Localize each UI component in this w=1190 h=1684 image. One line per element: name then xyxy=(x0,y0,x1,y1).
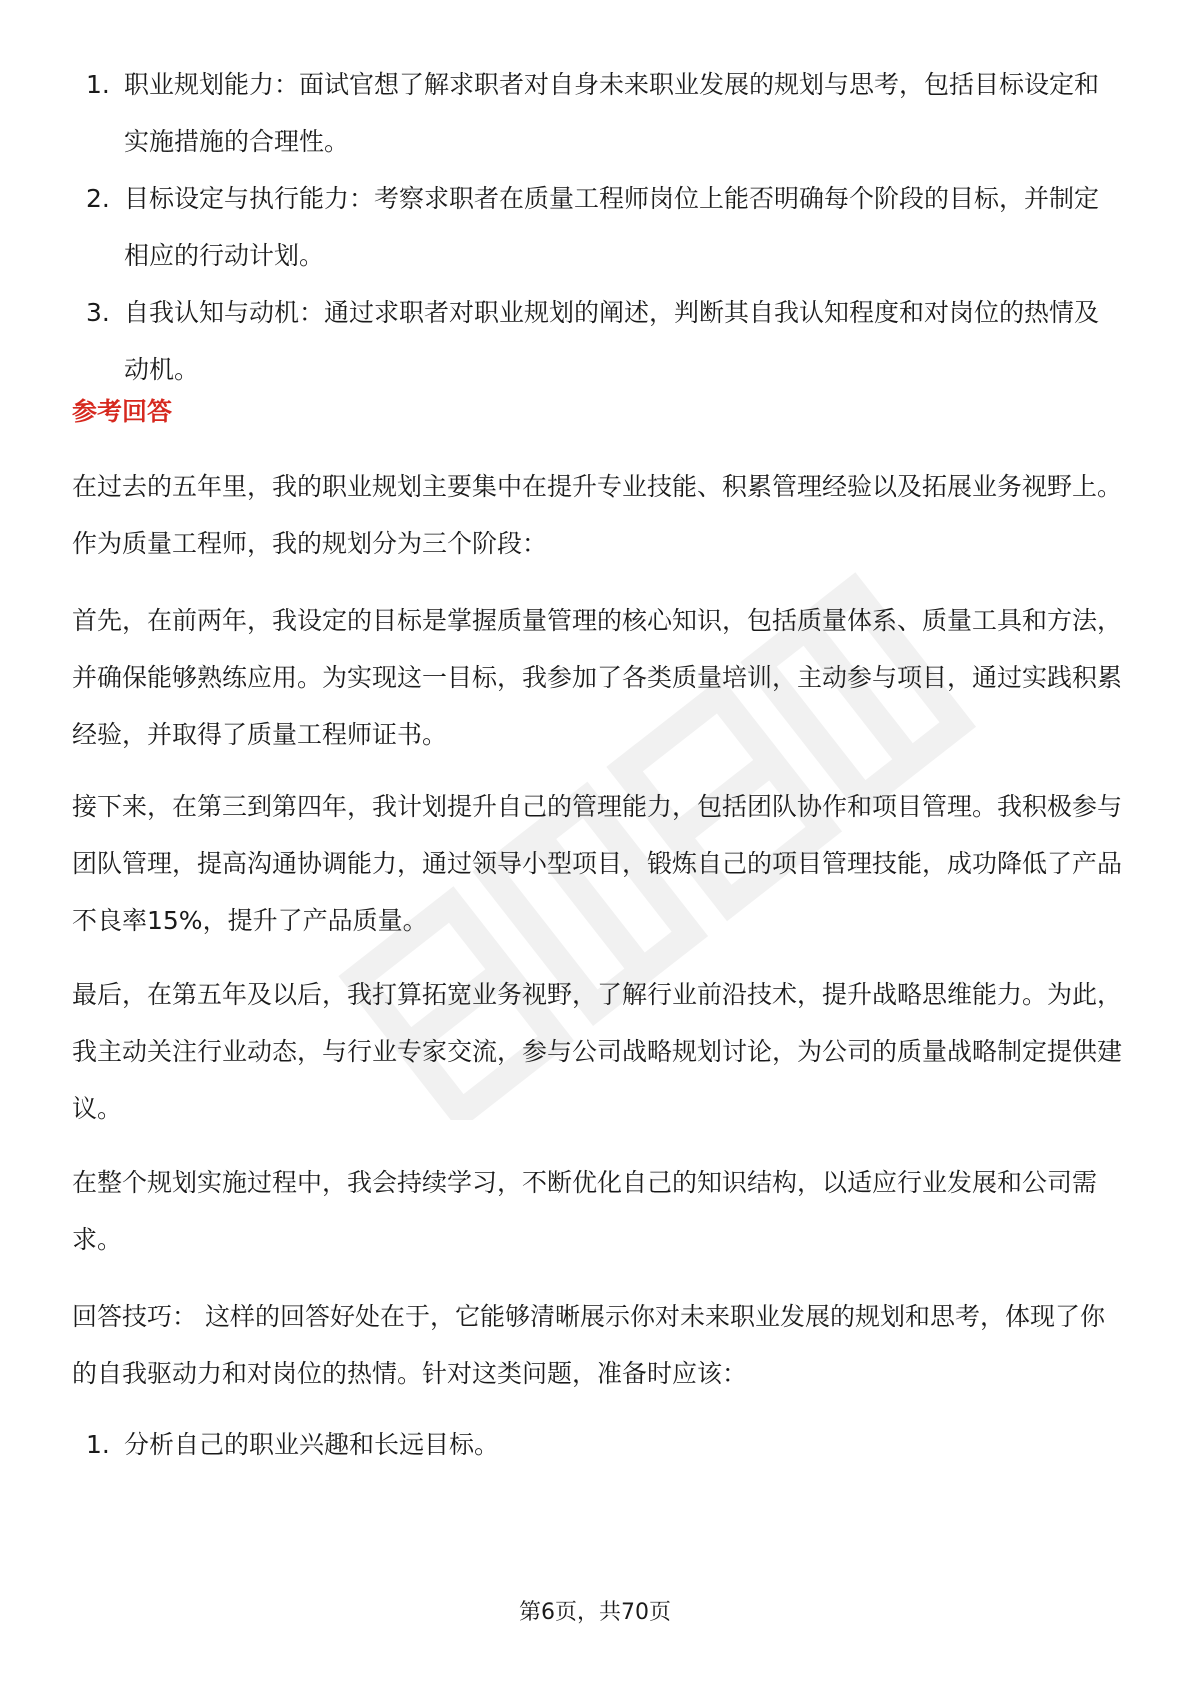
evaluation-points-list xyxy=(72,56,1122,398)
page-number: 第6页，共70页 xyxy=(519,1600,671,1625)
list-item xyxy=(72,170,1122,284)
paragraph: 在整个规划实施过程中，我会持续学习，不断优化自己的知识结构，以适应行业发展和公司需求。 xyxy=(72,1168,1098,1254)
list-item-text: 分析自己的职业兴趣和长远目标。 xyxy=(124,1430,500,1459)
paragraph: 最后，在第五年及以后，我打算拓宽业务视野，了解行业前沿技术，提升战略思维能力。为此，我主动关注行业动态，与行业专家交流，参与公司战略规划讨论，为公司的质量战略制定提供建议。 xyxy=(72,980,1123,1123)
list-number: 2. xyxy=(86,184,110,213)
paragraph: 首先，在前两年，我设定的目标是掌握质量管理的核心知识，包括质量体系、质量工具和方法，并确保能够熟练应用。为实现这一目标，我参加了各类质量培训，主动参与项目，通过实践积累经验，并取得了质量工程师证书。 xyxy=(72,606,1123,749)
list-number: 3. xyxy=(86,298,110,327)
list-number: 1. xyxy=(86,1430,110,1459)
paragraph: 接下来，在第三到第四年，我计划提升自己的管理能力，包括团队协作和项目管理。我积极参与团队管理，提高沟通协调能力，通过领导小型项目，锻炼自己的项目管理技能，成功降低了产品不良率15%，提升了产品质量。 xyxy=(72,792,1123,935)
list-item-text: 职业规划能力：面试官想了解求职者对自身未来职业发展的规划与思考，包括目标设定和实施措施的合理性。 xyxy=(124,70,1100,156)
list-item xyxy=(72,1416,1122,1473)
paragraph: 在过去的五年里，我的职业规划主要集中在提升专业技能、积累管理经验以及拓展业务视野上。作为质量工程师，我的规划分为三个阶段： xyxy=(72,472,1123,558)
list-item xyxy=(72,284,1122,398)
section-heading: 参考回答 xyxy=(72,397,173,426)
list-item xyxy=(72,56,1122,170)
list-item-text: 自我认知与动机：通过求职者对职业规划的阐述，判断其自我认知程度和对岗位的热情及动机。 xyxy=(124,298,1100,384)
paragraph: 回答技巧： 这样的回答好处在于，它能够清晰展示你对未来职业发展的规划和思考，体现了你的自我驱动力和对岗位的热情。针对这类问题，准备时应该： xyxy=(72,1302,1105,1388)
preparation-tips-list xyxy=(72,1416,1122,1473)
list-item-text: 目标设定与执行能力：考察求职者在质量工程师岗位上能否明确每个阶段的目标，并制定相应的行动计划。 xyxy=(124,184,1100,270)
list-number: 1. xyxy=(86,70,110,99)
